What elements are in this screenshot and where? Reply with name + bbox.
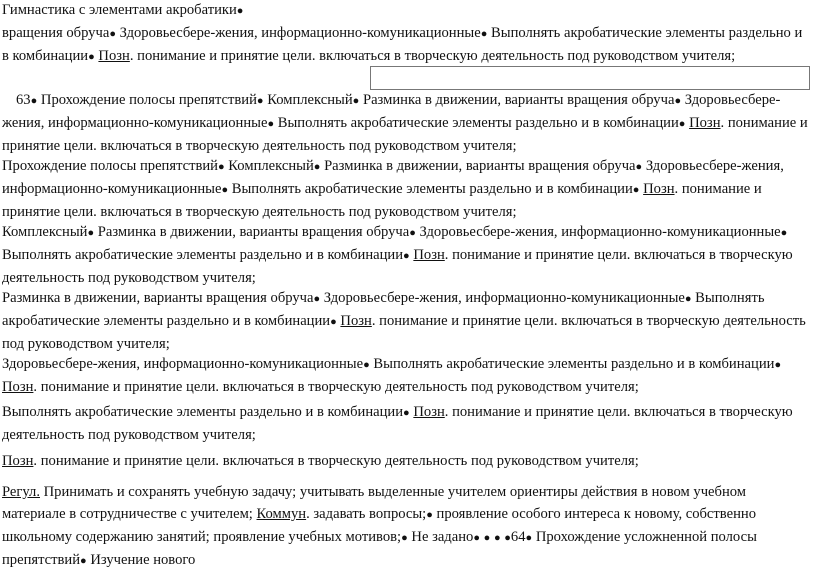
bullet-icon: ● — [493, 532, 501, 544]
pozn-link[interactable]: Позн — [340, 313, 372, 329]
bullet-icon: ● — [632, 184, 640, 196]
bullet-icon: ● — [780, 227, 788, 239]
text: . понимание и принятие цели. включаться в творческую деятельность под руководством учителя; — [33, 379, 639, 395]
text: Разминка в движении, варианты вращения обруча — [2, 290, 314, 306]
row-number: 64 — [510, 529, 526, 545]
text: Здоровьесбере-жения, информационно-комуникационные — [2, 158, 784, 197]
text: . понимание и принятие цели. включаться в творческую деятельность под руководством учителя; — [2, 247, 793, 286]
paragraph-6 — [2, 353, 810, 398]
text: . понимание и принятие цели. включаться в творческую деятельность под руководством учителя; — [33, 453, 639, 469]
text: Принимать и сохранять учебную задачу; учитывать выделенные учителем ориентиры действия в новом учебном материале в сотрудничестве с учителем; — [2, 484, 747, 522]
empty-table-cell — [370, 66, 810, 90]
bullet-icon: ● — [352, 95, 360, 107]
text: Здоровьесбере-жения, информационно-комуникационные — [320, 290, 685, 306]
text: Разминка в движении, варианты вращения обруча — [94, 224, 410, 240]
bullet-icon: ● — [504, 532, 511, 544]
text: вращения обруча — [2, 25, 110, 41]
bullet-icon: ● — [525, 532, 533, 544]
bullet-icon: ● — [330, 316, 337, 328]
text: Выполнять акробатические элементы раздельно и в комбинации — [2, 25, 803, 64]
text: Здоровьесбере-жения, информационно-комуникационные — [415, 224, 781, 240]
bullet-icon: ● — [409, 227, 416, 239]
bullet-icon: ● — [109, 28, 116, 40]
text: Выполнять акробатические элементы раздельно и в комбинации — [369, 356, 775, 372]
text: Выполнять акробатические элементы раздельно и в комбинации — [274, 115, 679, 131]
regul-link[interactable]: Регул. — [2, 484, 40, 500]
text: Комплексный — [2, 224, 88, 240]
bullet-icon: ● — [313, 293, 321, 305]
text: . понимание и принятие цели. включаться в творческую деятельность под руководством учителя; — [2, 115, 808, 154]
pozn-link[interactable]: Позн — [413, 247, 445, 263]
text: Выполнять акробатические элементы раздельно и в комбинации — [2, 404, 404, 420]
bullet-icon: ● — [426, 509, 433, 521]
bullet-icon: ● — [678, 118, 686, 130]
text: . понимание и принятие цели. включаться в творческую деятельность под руководством учителя; — [2, 313, 806, 352]
text: Разминка в движении, варианты вращения обруча — [359, 92, 675, 108]
bullet-icon: ● — [483, 532, 491, 544]
pozn-link[interactable]: Позн — [689, 115, 721, 131]
paragraph-5 — [2, 287, 810, 355]
text: . понимание и принятие цели. включаться в творческую деятельность под руководством учителя; — [129, 48, 736, 64]
paragraph-8 — [2, 450, 810, 472]
bullet-icon: ● — [403, 407, 410, 419]
bullet-icon: ● — [473, 532, 480, 544]
text: Здоровьесбере-жения, информационно-комуникационные — [115, 25, 481, 41]
text: Здоровьесбере-жения, информационно-комуникационные — [2, 92, 781, 131]
bullet-icon: ● — [635, 161, 643, 173]
text: . понимание и принятие цели. включаться в творческую деятельность под руководством учителя; — [2, 404, 793, 443]
bullet-icon: ● — [684, 293, 692, 305]
paragraph-3 — [2, 155, 810, 223]
text: Комплексный — [263, 92, 353, 108]
text: Выполнять акробатические элементы раздельно и в комбинации — [2, 290, 765, 329]
text: . задавать вопросы; — [306, 506, 427, 522]
text: . понимание и принятие цели. включаться в творческую деятельность под руководством учителя; — [2, 181, 762, 220]
text: Разминка в движении, варианты вращения обруча — [320, 158, 636, 174]
bullet-icon: ● — [87, 227, 95, 239]
pozn-link[interactable]: Позн — [413, 404, 445, 420]
bullet-icon: ● — [267, 118, 275, 130]
bullet-icon: ● — [221, 184, 229, 196]
bullet-icon: ● — [236, 5, 244, 17]
text: Выполнять акробатические элементы раздельно и в комбинации — [228, 181, 633, 197]
bullet-icon: ● — [80, 555, 87, 567]
text: Комплексный — [224, 158, 314, 174]
bullet-icon: ● — [218, 161, 225, 173]
text: Изучение нового — [86, 552, 196, 568]
paragraph-2 — [2, 89, 810, 157]
kommun-link[interactable]: Коммун — [256, 506, 307, 522]
paragraph-4 — [2, 221, 810, 289]
bullet-icon: ● — [30, 95, 38, 107]
bullet-icon: ● — [480, 28, 488, 40]
bullet-icon: ● — [403, 250, 410, 262]
bullet-icon: ● — [363, 359, 370, 371]
text: Прохождение полосы препятствий — [2, 158, 218, 174]
bullet-icon: ● — [674, 95, 682, 107]
paragraph-9 — [2, 481, 810, 572]
pozn-link[interactable]: Позн — [2, 453, 34, 469]
text: Здоровьесбере-жения, информационно-комуникационные — [2, 356, 364, 372]
bullet-icon: ● — [401, 532, 408, 544]
bullet-icon: ● — [774, 359, 782, 371]
row-number: 63 — [16, 92, 31, 108]
text: Гимнастика с элементами акробатики — [2, 2, 237, 18]
bullet-icon: ● — [313, 161, 321, 173]
text: проявление особого интереса к новому, собственно школьному содержанию занятий; проявление учебных мотивов; — [2, 506, 756, 545]
bullet-icon: ● — [256, 95, 264, 107]
text: Прохождение усложненной полосы препятствий — [2, 529, 757, 568]
text: Выполнять акробатические элементы раздельно и в комбинации — [2, 247, 404, 263]
text: Не задано — [407, 529, 474, 545]
paragraph-1 — [2, 0, 810, 68]
pozn-link[interactable]: Позн — [643, 181, 675, 197]
pozn-link[interactable]: Позн — [2, 379, 34, 395]
paragraph-7 — [2, 401, 810, 446]
text: Прохождение полосы препятствий — [37, 92, 257, 108]
pozn-link[interactable]: Позн — [98, 48, 130, 64]
bullet-icon: ● — [88, 51, 95, 63]
